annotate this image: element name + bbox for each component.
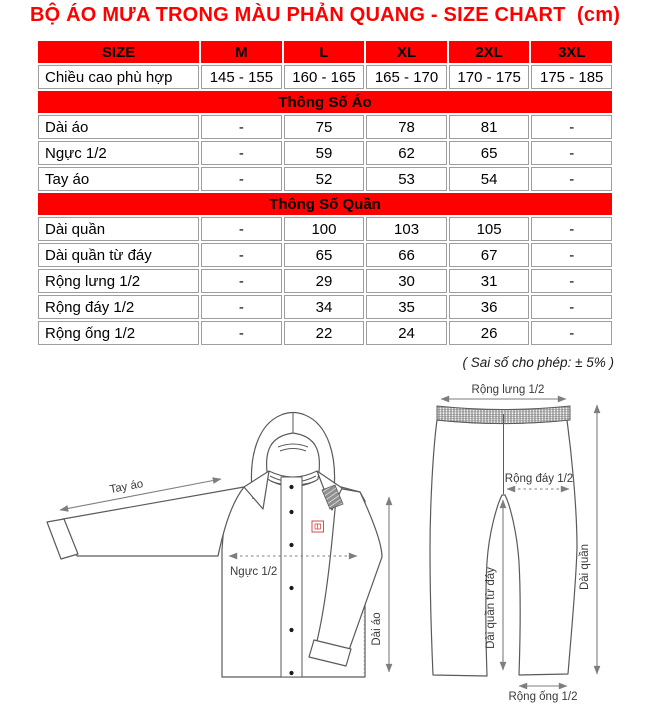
label-dai-quan-tu-day: Dài quần từ đáy	[485, 567, 497, 649]
value-cell: 105	[449, 217, 530, 241]
value-cell: 78	[366, 115, 447, 139]
row-label: Tay áo	[38, 167, 199, 191]
row-label: Chiều cao phù hợp	[38, 65, 199, 89]
value-cell: 81	[449, 115, 530, 139]
value-cell: 145 - 155	[201, 65, 282, 89]
data-row	[38, 115, 612, 139]
value-cell: 54	[449, 167, 530, 191]
row-label: Rộng ống 1/2	[38, 321, 199, 345]
section-label: Thông Số Áo	[38, 91, 612, 113]
technical-drawing	[0, 374, 667, 704]
data-row	[38, 141, 612, 165]
data-row	[38, 167, 612, 191]
value-cell: -	[201, 115, 282, 139]
size-chart-table	[36, 39, 614, 347]
jacket-drawing	[47, 412, 389, 677]
value-cell: 24	[366, 321, 447, 345]
label-tay-ao: Tay áo	[108, 478, 145, 497]
label-rong-ong: Rộng ống 1/2	[508, 691, 578, 703]
value-cell: -	[531, 115, 612, 139]
row-label: Dài quần từ đáy	[38, 243, 199, 267]
value-cell: -	[201, 167, 282, 191]
value-cell: 26	[449, 321, 530, 345]
value-cell: 75	[284, 115, 365, 139]
value-cell: 35	[366, 295, 447, 319]
value-cell: -	[531, 269, 612, 293]
value-cell: -	[531, 217, 612, 241]
value-cell: 175 - 185	[531, 65, 612, 89]
value-cell: -	[531, 321, 612, 345]
data-row	[38, 217, 612, 241]
value-cell: 36	[449, 295, 530, 319]
row-label: Dài áo	[38, 115, 199, 139]
value-cell: 66	[366, 243, 447, 267]
data-row	[38, 295, 612, 319]
value-cell: 31	[449, 269, 530, 293]
value-cell: 100	[284, 217, 365, 241]
label-dai-quan: Dài quần	[579, 543, 591, 591]
value-cell: 62	[366, 141, 447, 165]
header-cell: M	[201, 41, 282, 63]
header-cell: XL	[366, 41, 447, 63]
brand-logo-patch	[312, 521, 324, 532]
data-row	[38, 243, 612, 267]
row-label: Rộng đáy 1/2	[38, 295, 199, 319]
data-row	[38, 321, 612, 345]
header-cell: L	[284, 41, 365, 63]
value-cell: 160 - 165	[284, 65, 365, 89]
size-header-row	[38, 41, 612, 63]
page-title: BỘ ÁO MƯA TRONG MÀU PHẢN QUANG - SIZE CHART (cm)	[30, 4, 621, 26]
value-cell: 30	[366, 269, 447, 293]
row-label: Ngực 1/2	[38, 141, 199, 165]
size-chart-body	[38, 41, 612, 345]
label-rong-lung: Rộng lưng 1/2	[471, 384, 545, 396]
label-dai-ao: Dài áo	[371, 612, 383, 646]
section-label: Thông Số Quần	[38, 193, 612, 215]
header-cell: 3XL	[531, 41, 612, 63]
value-cell: 34	[284, 295, 365, 319]
jacket-left-sleeve	[63, 487, 244, 556]
value-cell: 170 - 175	[449, 65, 530, 89]
value-cell: -	[531, 141, 612, 165]
label-rong-day: Rộng đáy 1/2	[504, 473, 574, 485]
value-cell: 59	[284, 141, 365, 165]
jacket-placket	[281, 477, 302, 677]
label-nguc: Ngực 1/2	[230, 566, 278, 578]
value-cell: 22	[284, 321, 365, 345]
data-row	[38, 269, 612, 293]
pants-drawing	[430, 384, 597, 703]
value-cell: -	[201, 217, 282, 241]
value-cell: -	[201, 295, 282, 319]
row-label: Dài quần	[38, 217, 199, 241]
value-cell: 52	[284, 167, 365, 191]
value-cell: -	[531, 295, 612, 319]
value-cell: -	[531, 167, 612, 191]
value-cell: 29	[284, 269, 365, 293]
value-cell: 103	[366, 217, 447, 241]
value-cell: 67	[449, 243, 530, 267]
section-row	[38, 193, 612, 215]
header-cell: 2XL	[449, 41, 530, 63]
value-cell: -	[201, 243, 282, 267]
data-row	[38, 65, 612, 89]
section-row	[38, 91, 612, 113]
value-cell: 165 - 170	[366, 65, 447, 89]
value-cell: 65	[284, 243, 365, 267]
value-cell: 53	[366, 167, 447, 191]
value-cell: -	[201, 269, 282, 293]
row-label: Rộng lưng 1/2	[38, 269, 199, 293]
header-cell: SIZE	[38, 41, 199, 63]
value-cell: -	[531, 243, 612, 267]
value-cell: -	[201, 141, 282, 165]
tolerance-note: ( Sai số cho phép: ± 5% )	[462, 355, 614, 370]
value-cell: -	[201, 321, 282, 345]
value-cell: 65	[449, 141, 530, 165]
